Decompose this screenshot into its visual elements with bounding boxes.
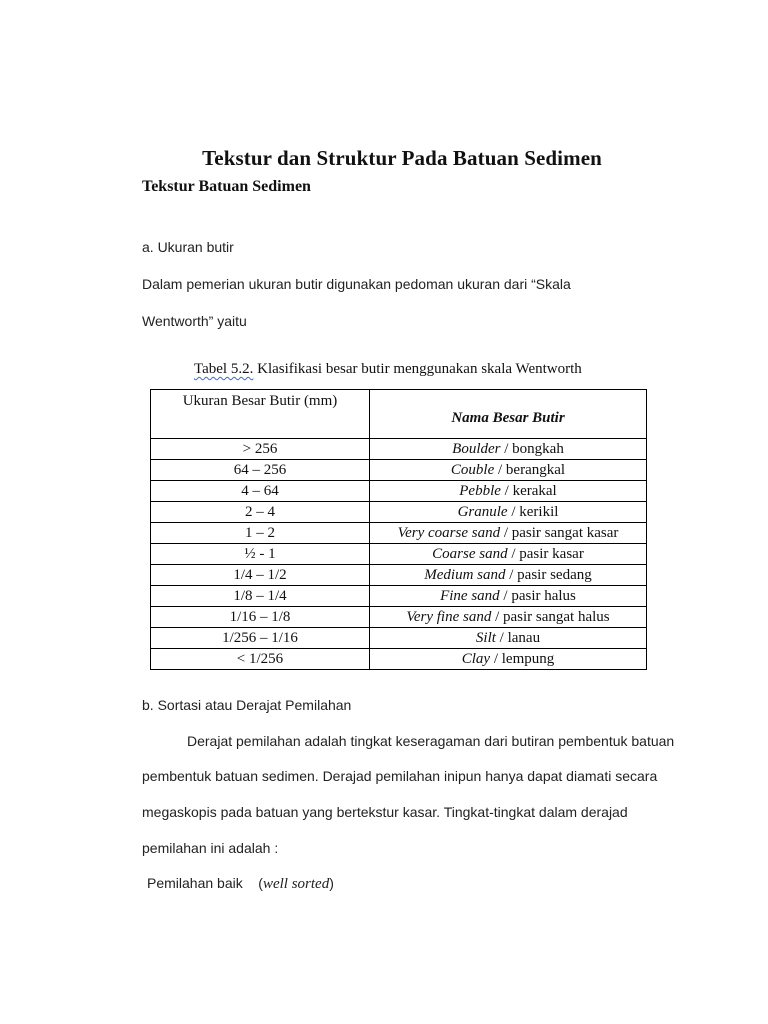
name-english: Fine sand xyxy=(440,587,500,604)
name-cell xyxy=(370,460,647,481)
name-indonesian: / berangkal xyxy=(494,461,566,478)
size-cell: > 256 xyxy=(151,439,370,460)
name-cell xyxy=(370,565,647,586)
section-b-line-2: pembentuk batuan sedimen. Derajad pemilahan inipun hanya dapat diamati secara xyxy=(142,768,658,784)
name-english: Medium sand xyxy=(424,566,506,583)
name-cell xyxy=(370,628,647,649)
size-cell: 2 – 4 xyxy=(151,502,370,523)
page-title: Tekstur dan Struktur Pada Batuan Sedimen xyxy=(202,146,602,170)
sorting-item-label: Pemilahan baik xyxy=(147,875,243,891)
name-indonesian: / kerakal xyxy=(500,482,557,499)
section-a-heading: a. Ukuran butir xyxy=(142,239,234,255)
table-row xyxy=(151,523,647,544)
name-indonesian: / bongkah xyxy=(500,440,564,457)
name-english: Clay xyxy=(461,650,491,667)
sorting-item-close: ) xyxy=(329,875,334,891)
name-indonesian: / lanau xyxy=(495,629,541,646)
name-indonesian: / pasir sangat kasar xyxy=(500,524,619,541)
table-caption-text: Klasifikasi besar butir menggunakan skala Wentworth xyxy=(253,361,582,377)
sorting-item xyxy=(147,875,334,893)
size-cell: < 1/256 xyxy=(151,649,370,670)
name-english: Couble xyxy=(450,461,495,478)
name-cell xyxy=(370,649,647,670)
size-cell: 1/16 – 1/8 xyxy=(151,607,370,628)
name-english: Very coarse sand xyxy=(397,524,501,541)
table-row xyxy=(151,649,647,670)
table-row xyxy=(151,628,647,649)
name-english: Silt xyxy=(475,629,496,646)
name-indonesian: / lempung xyxy=(490,650,555,667)
header-name: Nama Besar Butir xyxy=(370,390,647,439)
table-row xyxy=(151,607,647,628)
table-row xyxy=(151,544,647,565)
size-cell: 1/4 – 1/2 xyxy=(151,565,370,586)
table-row xyxy=(151,586,647,607)
size-cell: ½ - 1 xyxy=(151,544,370,565)
name-cell xyxy=(370,586,647,607)
name-cell xyxy=(370,607,647,628)
section-b-line-4: pemilahan ini adalah : xyxy=(142,840,279,856)
name-english: Coarse sand xyxy=(432,545,508,562)
name-indonesian: / pasir halus xyxy=(499,587,576,604)
name-english: Very fine sand xyxy=(406,608,492,625)
name-cell xyxy=(370,544,647,565)
name-english: Granule xyxy=(457,503,508,520)
section-b-line-3: megaskopis pada batuan yang bertekstur kasar. Tingkat-tingkat dalam derajad xyxy=(142,804,628,820)
size-cell: 1 – 2 xyxy=(151,523,370,544)
name-indonesian: / pasir kasar xyxy=(507,545,584,562)
sorting-item-term: well sorted xyxy=(262,876,330,892)
name-indonesian: / pasir sangat halus xyxy=(491,608,610,625)
table-caption xyxy=(194,361,582,378)
table-row xyxy=(151,481,647,502)
section-b-line-1: Derajat pemilahan adalah tingkat keseragaman dari butiran pembentuk batuan xyxy=(187,733,675,749)
section-subtitle: Tekstur Batuan Sedimen xyxy=(142,178,311,195)
wentworth-table xyxy=(150,389,647,670)
table-row xyxy=(151,502,647,523)
name-english: Boulder xyxy=(452,440,501,457)
table-row xyxy=(151,439,647,460)
table-caption-label: Tabel 5.2. xyxy=(194,361,254,377)
name-cell xyxy=(370,502,647,523)
name-cell xyxy=(370,481,647,502)
name-indonesian: / kerikil xyxy=(507,503,559,520)
size-cell: 1/256 – 1/16 xyxy=(151,628,370,649)
name-cell xyxy=(370,439,647,460)
table-header-row xyxy=(151,390,647,439)
section-a-line-1: Dalam pemerian ukuran butir digunakan pedoman ukuran dari “Skala xyxy=(142,276,571,292)
name-indonesian: / pasir sedang xyxy=(505,566,592,583)
table-row xyxy=(151,565,647,586)
header-size: Ukuran Besar Butir (mm) xyxy=(151,390,370,439)
name-cell xyxy=(370,523,647,544)
size-cell: 64 – 256 xyxy=(151,460,370,481)
size-cell: 4 – 64 xyxy=(151,481,370,502)
section-b-heading: b. Sortasi atau Derajat Pemilahan xyxy=(142,697,352,713)
size-cell: 1/8 – 1/4 xyxy=(151,586,370,607)
table-row xyxy=(151,460,647,481)
section-a-line-2: Wentworth” yaitu xyxy=(142,313,247,329)
name-english: Pebble xyxy=(459,482,501,499)
sorting-item-open: ( xyxy=(258,875,263,891)
